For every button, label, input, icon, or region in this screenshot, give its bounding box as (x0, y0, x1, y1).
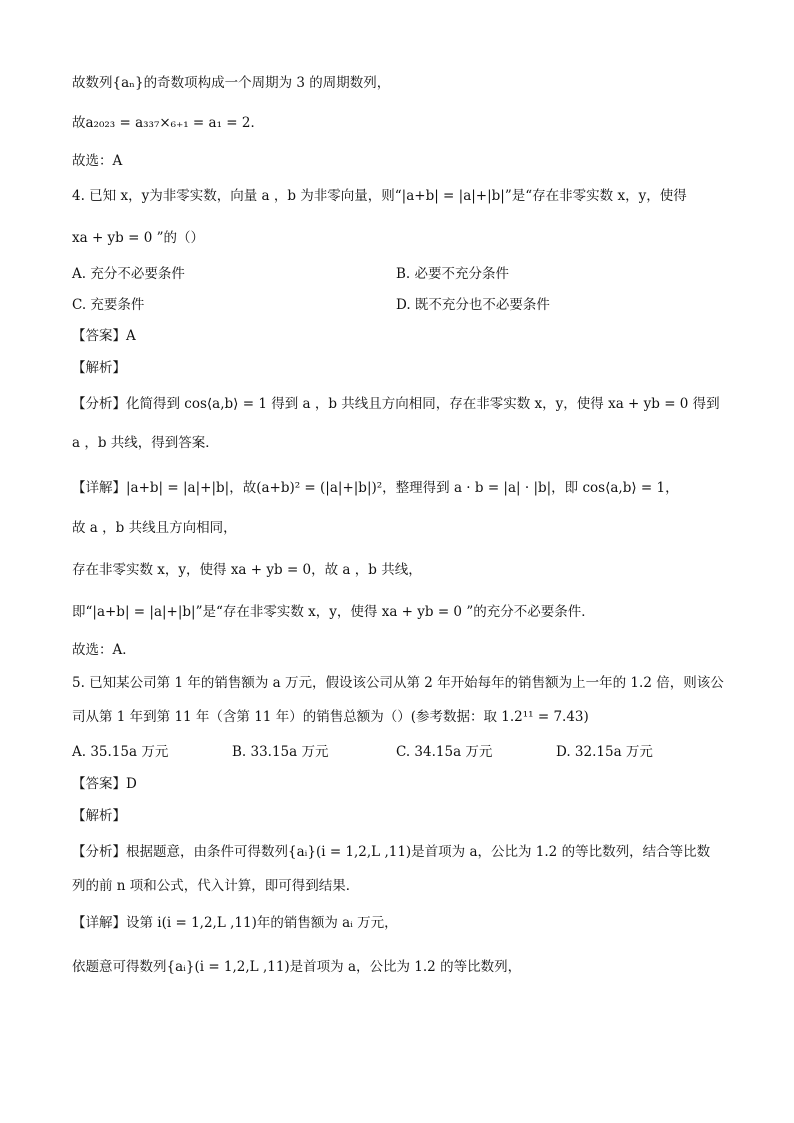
question-4-stem-cont: xa + yb = 0 ”的（） (72, 230, 205, 246)
text-line: 故选：A (72, 153, 123, 169)
q4-option-c: C. 充要条件 (72, 297, 145, 313)
q5-analysis: 【分析】根据题意，由条件可得数列{aᵢ}(i = 1,2,L ,11)是首项为 a，公比为 1.2 的等比数列，结合等比数 (72, 844, 711, 860)
q5-analysis-label: 【解析】 (72, 808, 126, 824)
q5-option-d: D. 32.15a 万元 (556, 744, 653, 760)
q5-answer: 【答案】D (72, 776, 137, 792)
q5-detail: 【详解】设第 i(i = 1,2,L ,11)年的销售额为 aᵢ 万元， (72, 915, 398, 931)
q4-choose: 故选：A． (72, 642, 136, 658)
text-line: 故a₂₀₂₃ = a₃₃₇×₆₊₁ = a₁ = 2． (72, 115, 264, 131)
q4-analysis-label: 【解析】 (72, 360, 126, 376)
q4-answer: 【答案】A (72, 328, 136, 344)
question-5-stem: 5. 已知某公司第 1 年的销售额为 a 万元，假设该公司从第 2 年开始每年的销售额为上一年的 1.2 倍，则该公 (72, 675, 724, 691)
q4-option-b: B. 必要不充分条件 (396, 266, 510, 282)
q5-analysis-cont: 列的前 n 项和公式，代入计算，即可得到结果． (72, 878, 360, 894)
q4-option-a: A. 充分不必要条件 (72, 266, 185, 282)
text-line: 故数列{aₙ}的奇数项构成一个周期为 3 的周期数列， (72, 75, 391, 91)
q5-option-b: B. 33.15a 万元 (232, 744, 329, 760)
q4-detail-cont: 即“|a+b| = |a|+|b|”是“存在非零实数 x，y，使得 xa + yb = 0 ”的充分不必要条件． (72, 604, 595, 620)
question-5-stem-cont: 司从第 1 年到第 11 年（含第 11 年）的销售总额为（）(参考数据：取 1.2¹¹ = 7.43) (72, 709, 589, 725)
q4-detail: 【详解】|a+b| = |a|+|b|，故(a+b)² = (|a|+|b|)²，整理得到 a · b = |a| · |b|，即 cos⟨a,b⟩ = 1， (72, 480, 679, 496)
q4-detail-cont: 故 a ，b 共线且方向相同， (72, 520, 237, 536)
q4-detail-cont: 存在非零实数 x，y，使得 xa + yb = 0，故 a ，b 共线， (72, 562, 422, 578)
q5-detail-cont: 依题意可得数列{aᵢ}(i = 1,2,L ,11)是首项为 a，公比为 1.2 的等比数列， (72, 959, 522, 975)
q4-analysis: 【分析】化简得到 cos⟨a,b⟩ = 1 得到 a ，b 共线且方向相同，存在非零实数 x，y，使得 xa + yb = 0 得到 (72, 396, 720, 412)
question-4-stem: 4. 已知 x，y为非零实数，向量 a ，b 为非零向量，则“|a+b| = |a|+|b|”是“存在非零实数 x，y，使得 (72, 188, 687, 204)
q5-option-c: C. 34.15a 万元 (396, 744, 493, 760)
q5-option-a: A. 35.15a 万元 (72, 744, 169, 760)
q4-analysis-cont: a ，b 共线，得到答案． (72, 435, 219, 451)
q4-option-d: D. 既不充分也不必要条件 (396, 297, 550, 313)
